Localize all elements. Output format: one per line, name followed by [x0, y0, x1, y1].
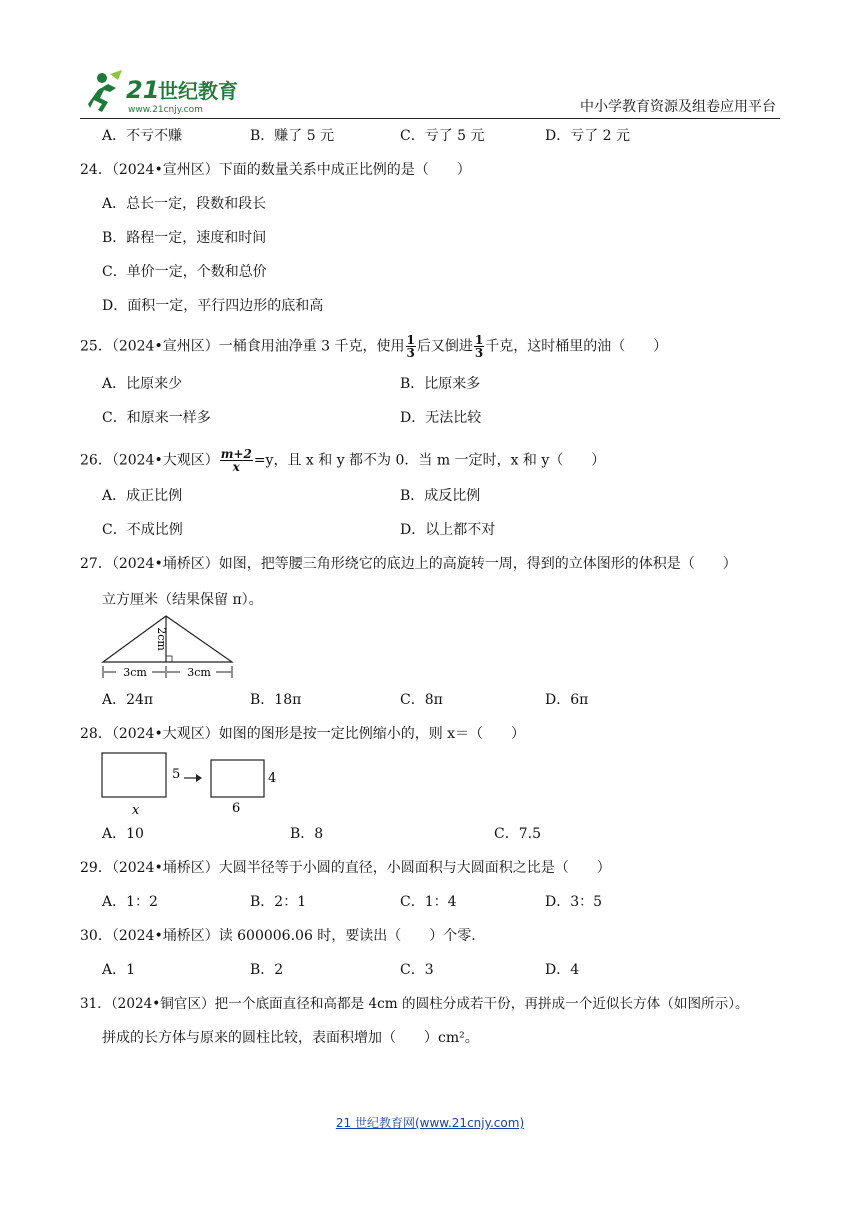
header-divider: [80, 118, 780, 119]
q27-right-label: 3cm: [187, 666, 211, 679]
q27-option-c: C．8π: [400, 692, 443, 708]
q26-fraction: $\frac{m+2}{x}$: [220, 447, 252, 474]
q27-stem-line2: 立方厘米（结果保留 π）。: [102, 592, 263, 608]
logo-sub: www.21cnjy.com: [128, 105, 203, 115]
q30-option-d: D．4: [545, 962, 580, 978]
q26-option-a: A．成正比例: [102, 488, 183, 504]
q30-option-a: A．1: [102, 962, 136, 978]
q27-height-label: 2cm: [155, 627, 168, 651]
q25-option-c: C．和原来一样多: [102, 410, 211, 426]
q29-option-a: A．1：2: [102, 894, 158, 910]
q27-stem-line1: 27．（2024•埇桥区）如图，把等腰三角形绕它的底边上的高旋转一周，得到的立体图形的体积是（ ）: [80, 556, 737, 572]
q25-stem-part1: 25．（2024•宣州区）一桶食用油净重 3 千克，使用: [80, 338, 405, 355]
q29-option-b: B．2：1: [250, 894, 307, 910]
logo-text: 世纪教育: [158, 79, 238, 103]
q25-option-b: B．比原来多: [400, 376, 481, 392]
q27-triangle-figure: [100, 612, 240, 682]
q26-option-d: D．以上都不对: [400, 522, 496, 538]
q27-left-label: 3cm: [123, 666, 147, 679]
q23-option-c: C．亏了 5 元: [400, 128, 485, 144]
q26-stem-part1: 26．（2024•大观区）: [80, 452, 219, 469]
q25-fraction-2: $\frac{1}{3}$: [474, 333, 484, 360]
q27-option-d: D．6π: [545, 692, 589, 708]
q26-stem-part2: =y，且 x 和 y 都不为 0．当 m 一定时，x 和 y（ ）: [253, 452, 606, 469]
q30-stem: 30．（2024•埇桥区）读 600006.06 时，要读出（ ）个零.: [80, 928, 476, 944]
arrow-icon: [196, 774, 202, 782]
q24-option-b: B．路程一定，速度和时间: [102, 230, 267, 246]
q28-big-side-label: 5: [172, 767, 181, 782]
platform-title: 中小学教育资源及组卷应用平台: [580, 99, 776, 115]
q27-option-a: A．24π: [102, 692, 154, 708]
q29-stem: 29．（2024•埇桥区）大圆半径等于小圆的直径，小圆面积与大圆面积之比是（ ）: [80, 860, 611, 876]
q23-option-d: D．亏了 2 元: [545, 128, 631, 144]
q28-option-a: A．10: [102, 826, 144, 842]
q28-stem: 28．（2024•大观区）如图的图形是按一定比例缩小的，则 x＝（ ）: [80, 726, 526, 742]
q28-option-b: B．8: [290, 826, 324, 842]
q25-stem: [80, 334, 667, 359]
q30-option-b: B．2: [250, 962, 284, 978]
runner-icon: [88, 70, 122, 112]
q25-option-d: D．无法比较: [400, 410, 482, 426]
q24-stem: 24．（2024•宣州区）下面的数量关系中成正比例的是（ ）: [80, 162, 471, 178]
q31-stem-line2: 拼成的长方体与原来的圆柱比较，表面积增加（ ）cm²。: [102, 1030, 479, 1046]
q28-option-c: C．7.5: [494, 826, 541, 842]
q26-stem: [80, 448, 605, 473]
q29-option-c: C．1：4: [400, 894, 457, 910]
q31-stem-line1: 31．（2024•铜官区）把一个底面直径和高都是 4cm 的圆柱分成若干份，再拼成一个近似长方体（如图所示）。: [80, 996, 749, 1012]
q28-big-bottom-label: x: [132, 803, 140, 818]
q24-option-d: D．面积一定，平行四边形的底和高: [102, 298, 324, 314]
q28-small-bottom-label: 6: [232, 801, 241, 816]
q29-option-d: D．3：5: [545, 894, 603, 910]
q23-option-a: A．不亏不赚: [102, 128, 183, 144]
logo: [80, 68, 250, 116]
q26-option-c: C．不成比例: [102, 522, 183, 538]
q23-option-b: B．赚了 5 元: [250, 128, 335, 144]
q30-option-c: C．3: [400, 962, 434, 978]
q24-option-c: C．单价一定，个数和总价: [102, 264, 267, 280]
q28-rectangles-figure: [98, 750, 288, 820]
q25-stem-part2: 后又倒进: [416, 338, 473, 355]
svg-text:21: 21: [126, 76, 160, 104]
q25-stem-part3: 千克，这时桶里的油（ ）: [485, 338, 668, 355]
footer-link[interactable]: 21 世纪教育网(www.21cnjy.com): [335, 1116, 525, 1130]
q26-option-b: B．成反比例: [400, 488, 481, 504]
q27-option-b: B．18π: [250, 692, 302, 708]
q28-small-side-label: 4: [268, 771, 277, 786]
q25-option-a: A．比原来少: [102, 376, 183, 392]
q24-option-a: A．总长一定，段数和段长: [102, 196, 267, 212]
q25-fraction-1: $\frac{1}{3}$: [406, 333, 415, 360]
